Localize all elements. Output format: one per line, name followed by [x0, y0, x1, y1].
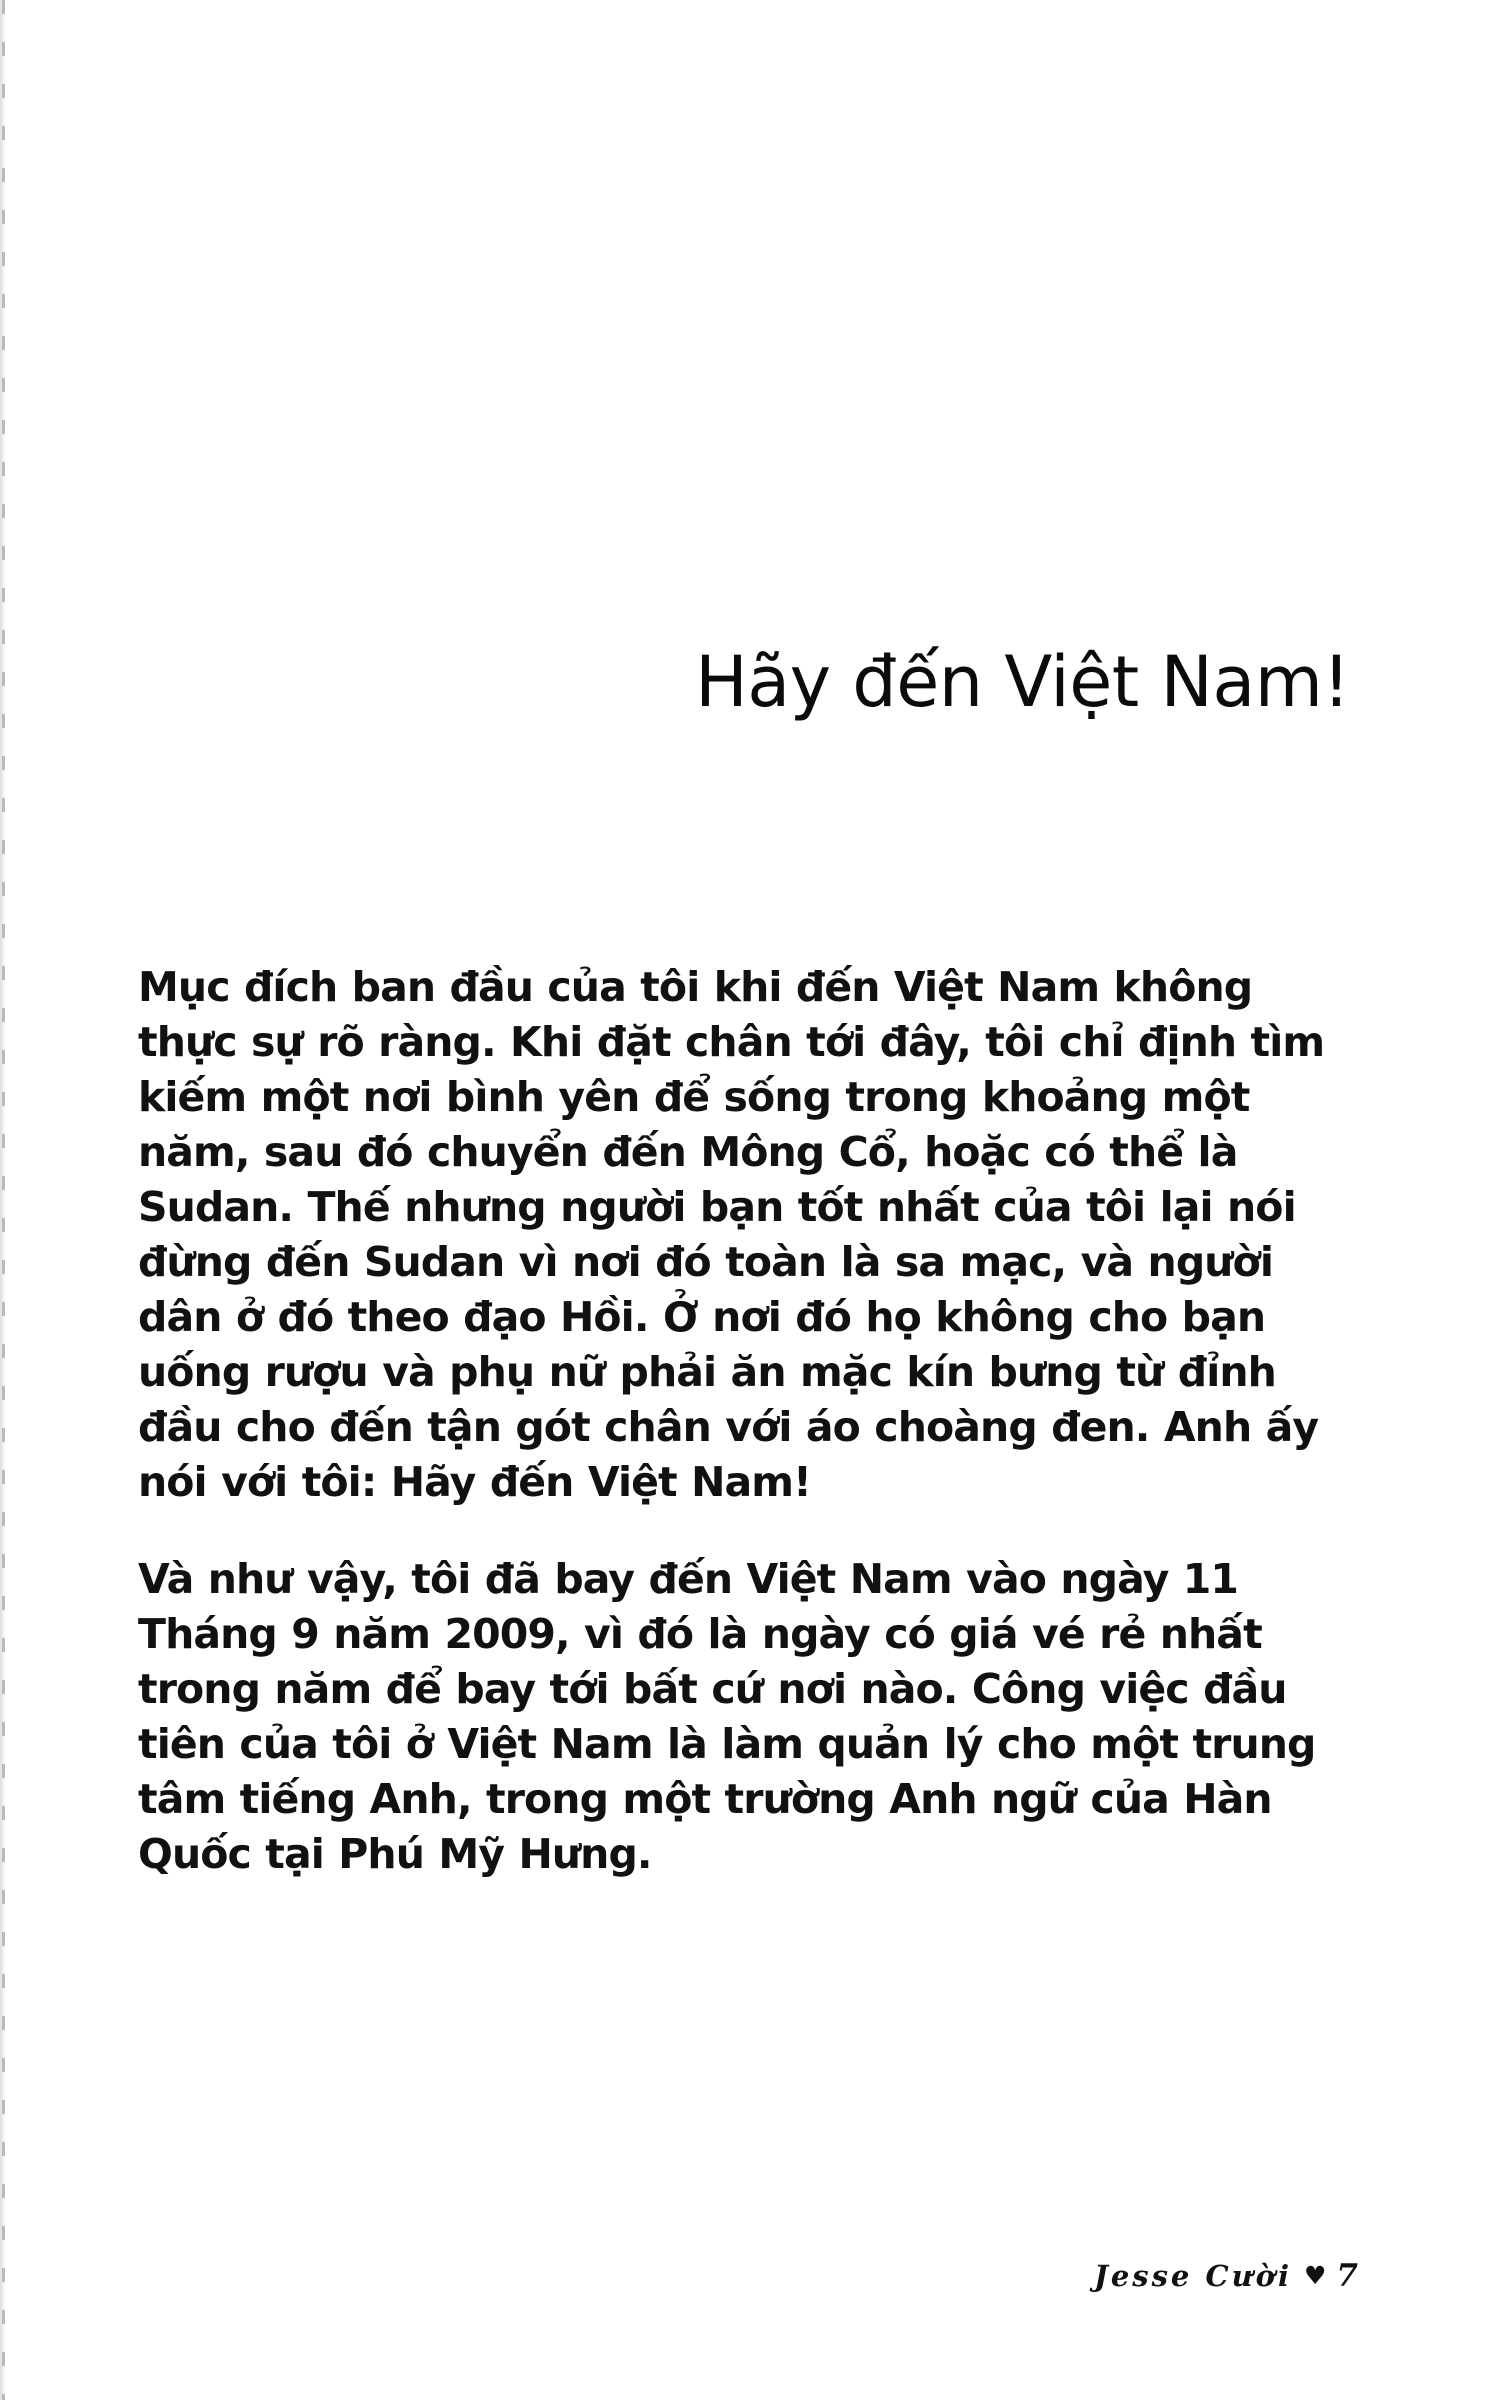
page-number: 7 — [1336, 2258, 1358, 2294]
scan-edge-ticks — [2, 0, 5, 2400]
text-line: kiếm một nơi bình yên để sống trong khoảng một — [138, 1073, 1250, 1121]
text-line: Sudan. Thế nhưng người bạn tốt nhất của tôi lại nói — [138, 1183, 1296, 1231]
footer-author-name: Jesse Cười — [1094, 2259, 1292, 2293]
text-line: tâm tiếng Anh, trong một trường Anh ngữ của Hàn — [138, 1775, 1272, 1823]
text-line: đừng đến Sudan vì nơi đó toàn là sa mạc, và người — [138, 1238, 1273, 1286]
text-line: năm, sau đó chuyển đến Mông Cổ, hoặc có thể là — [138, 1128, 1238, 1176]
text-line: tiên của tôi ở Việt Nam là làm quản lý cho một trung — [138, 1720, 1316, 1768]
paragraph-1 — [138, 960, 1325, 1510]
text-line: Mục đích ban đầu của tôi khi đến Việt Nam không — [138, 963, 1253, 1011]
text-line: thực sự rõ ràng. Khi đặt chân tới đây, tôi chỉ định tìm — [138, 1018, 1325, 1066]
text-line: nói với tôi: Hãy đến Việt Nam! — [138, 1458, 811, 1506]
chapter-title: Hãy đến Việt Nam! — [695, 640, 1350, 723]
page-content — [138, 0, 1368, 2400]
text-line: đầu cho đến tận gót chân với áo choàng đen. Anh ấy — [138, 1403, 1319, 1451]
text-line: dân ở đó theo đạo Hồi. Ở nơi đó họ không cho bạn — [138, 1293, 1266, 1341]
text-line: Và như vậy, tôi đã bay đến Việt Nam vào ngày 11 — [138, 1555, 1239, 1603]
text-line: Tháng 9 năm 2009, vì đó là ngày có giá vé rẻ nhất — [138, 1610, 1262, 1658]
body-text-block — [138, 960, 1325, 1882]
text-line: Quốc tại Phú Mỹ Hưng. — [138, 1830, 652, 1878]
paragraph-2 — [138, 1552, 1316, 1882]
scan-edge-artifact — [0, 0, 6, 2400]
heart-icon: ♥ — [1304, 2261, 1327, 2290]
page-footer — [138, 2258, 1368, 2294]
text-line: uống rượu và phụ nữ phải ăn mặc kín bưng từ đỉnh — [138, 1348, 1276, 1396]
text-line: trong năm để bay tới bất cứ nơi nào. Công việc đầu — [138, 1665, 1287, 1713]
